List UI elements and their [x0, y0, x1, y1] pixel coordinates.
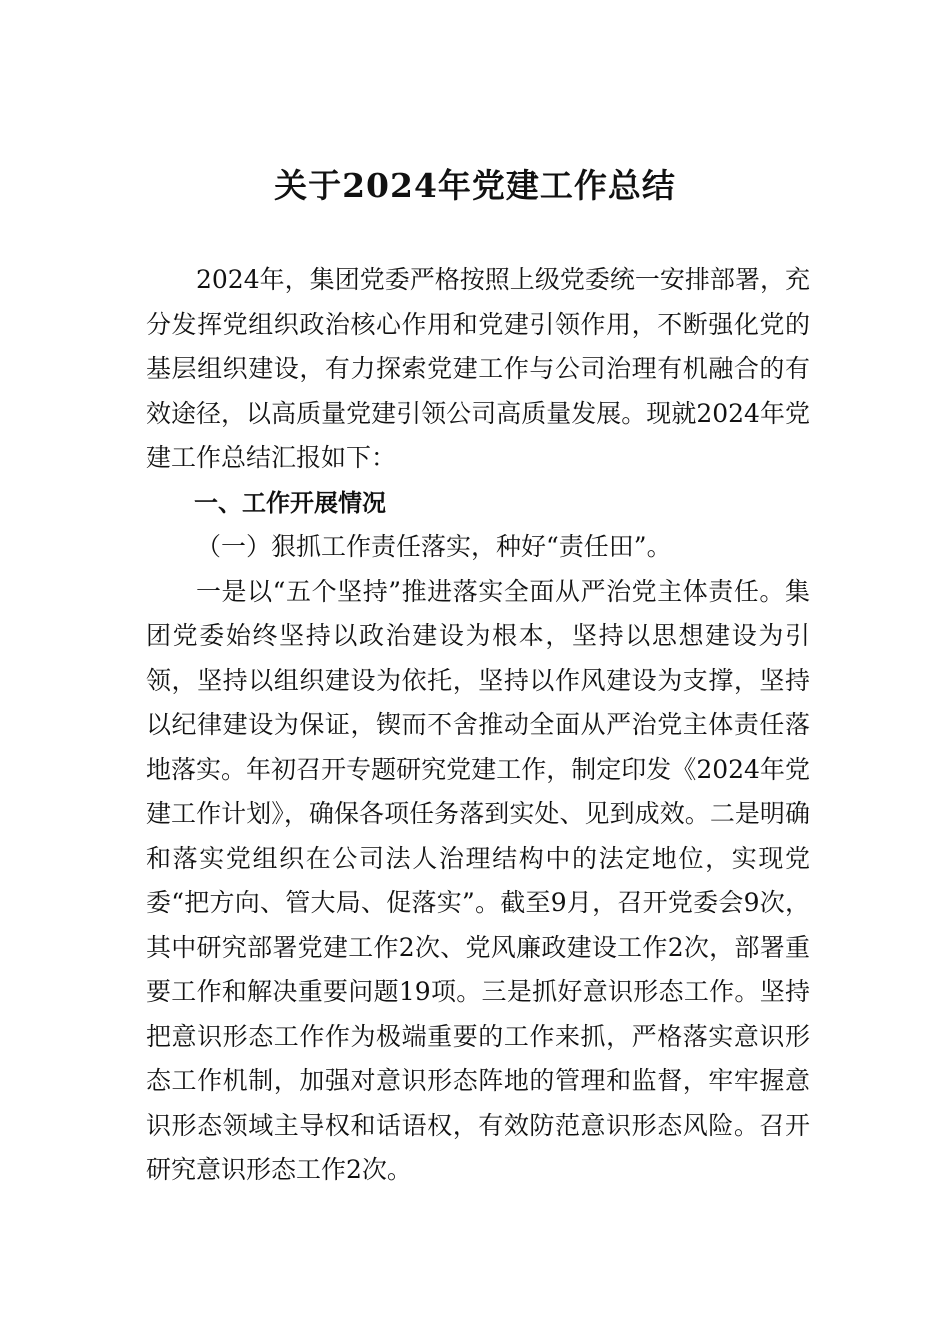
- intro-paragraph: 2024年，集团党委严格按照上级党委统一安排部署，充分发挥党组织政治核心作用和党建引领作用，不断强化党的基层组织建设，有力探索党建工作与公司治理有机融合的有效途径，以高质量党建引领公司高质量发展。现就2024年党建工作总结汇报如下：: [146, 265, 810, 472]
- document-body: [146, 258, 810, 1193]
- section-heading: 一、工作开展情况: [194, 488, 386, 517]
- subsection-heading: （一）狠抓工作责任落实，种好“责任田”。: [196, 532, 672, 561]
- body-paragraph: 一是以“五个坚持”推进落实全面从严治党主体责任。集团党委始终坚持以政治建设为根本，坚持以思想建设为引领，坚持以组织建设为依托，坚持以作风建设为支撑，坚持以纪律建设为保证，锲而不舍推动全面从严治党主体责任落地落实。年初召开专题研究党建工作，制定印发《2024年党建工作计划》，确保各项任务落到实处、见到成效。二是明确和落实党组织在公司法人治理结构中的法定地位，实现党委“把方向、管大局、促落实”。截至9月，召开党委会9次，其中研究部署党建工作2次、党风廉政建设工作2次，部署重要工作和解决重要问题19项。三是抓好意识形态工作。坚持把意识形态工作作为极端重要的工作来抓，严格落实意识形态工作机制，加强对意识形态阵地的管理和监督，牢牢握意识形态领域主导权和话语权，有效防范意识形态风险。召开研究意识形态工作2次。: [146, 576, 810, 1184]
- document-title: 关于2024年党建工作总结: [274, 166, 676, 205]
